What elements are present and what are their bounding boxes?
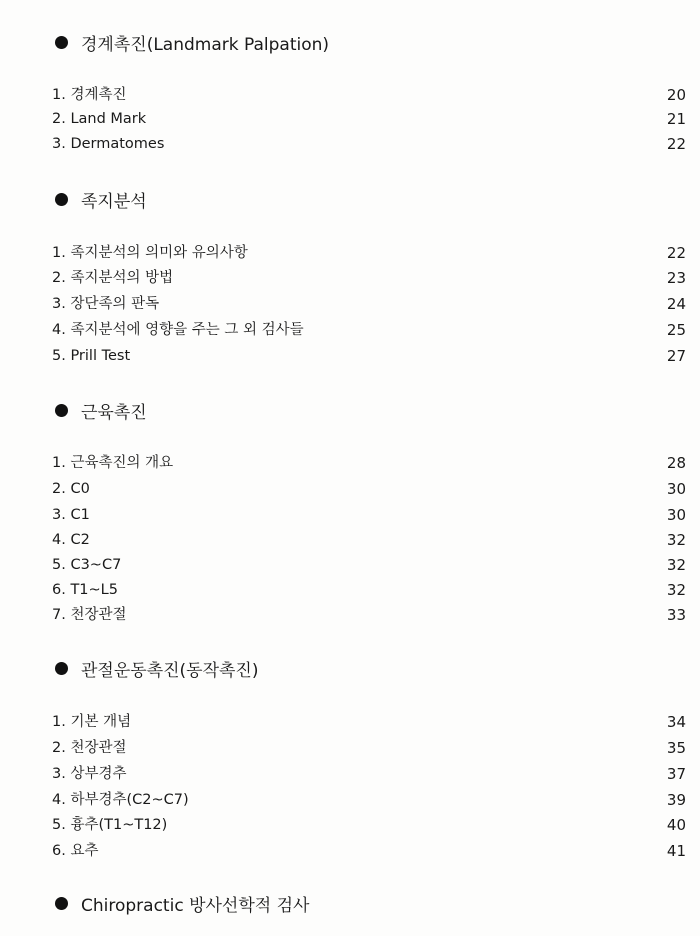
toc-entry (52, 109, 686, 129)
toc-entry-page: 22 (666, 244, 686, 262)
toc-entry-label: 6. 요추 (52, 843, 99, 859)
toc-entry-page: 41 (666, 842, 686, 860)
bullet-icon (55, 404, 68, 417)
toc-entry-page: 40 (666, 816, 686, 834)
toc-entry-label: 5. 흉추(T1~T12) (52, 817, 168, 833)
toc-entry-page: 37 (666, 765, 686, 783)
toc-entry-label: 3. 상부경추 (52, 766, 127, 782)
toc-entry-page: 30 (666, 480, 686, 498)
toc-entry-page: 25 (666, 321, 686, 339)
toc-entry-page: 24 (666, 295, 686, 313)
section-heading (55, 656, 258, 681)
bullet-icon (55, 662, 68, 675)
toc-entry-label: 1. 기본 개념 (52, 714, 132, 730)
toc-entry-label: 2. C0 (52, 481, 90, 497)
toc-entry (52, 320, 686, 340)
toc-entry-label: 3. 장단족의 판독 (52, 296, 160, 312)
toc-entry-page: 20 (666, 86, 686, 104)
toc-entry (52, 505, 686, 525)
bullet-icon (55, 193, 68, 206)
toc-entry (52, 764, 686, 784)
toc-entry-label: 7. 천장관절 (52, 607, 127, 623)
toc-entry (52, 346, 686, 366)
toc-entry (52, 85, 686, 105)
toc-entry-page: 39 (666, 791, 686, 809)
toc-entry-label: 4. C2 (52, 532, 90, 548)
toc-entry (52, 841, 686, 861)
toc-entry-page: 22 (666, 135, 686, 153)
toc-entry-label: 2. 족지분석의 방법 (52, 270, 174, 286)
section-heading (55, 187, 147, 212)
toc-entry-label: 5. Prill Test (52, 348, 131, 364)
section-title: 경계촉진(Landmark Palpation) (81, 35, 330, 55)
section-heading (55, 398, 147, 423)
section-title: Chiropractic 방사선학적 검사 (81, 896, 310, 916)
toc-entry-label: 3. C1 (52, 507, 90, 523)
toc-entry-label: 4. 하부경추(C2~C7) (52, 792, 189, 808)
toc-entry-label: 2. Land Mark (52, 111, 147, 127)
toc-entry-page: 21 (666, 110, 686, 128)
section-title: 관절운동촉진(동작촉진) (81, 661, 259, 681)
toc-entry-label: 2. 천장관절 (52, 740, 127, 756)
toc-entry (52, 243, 686, 263)
toc-entry-page: 23 (666, 269, 686, 287)
toc-entry-page: 32 (666, 581, 686, 599)
toc-entry (52, 712, 686, 732)
toc-entry (52, 738, 686, 758)
toc-entry-page: 33 (666, 606, 686, 624)
toc-entry-label: 1. 족지분석의 의미와 유의사항 (52, 245, 248, 261)
toc-entry (52, 815, 686, 835)
section-title: 족지분석 (81, 192, 147, 212)
section-heading (55, 30, 329, 55)
toc-entry-page: 30 (666, 506, 686, 524)
toc-entry-page: 32 (666, 531, 686, 549)
toc-entry (52, 555, 686, 575)
section-title: 근육촉진 (81, 403, 147, 423)
toc-entry-label: 1. 경계촉진 (52, 87, 127, 103)
toc-entry (52, 580, 686, 600)
bullet-icon (55, 897, 68, 910)
toc-entry-label: 4. 족지분석에 영향을 주는 그 외 검사들 (52, 322, 304, 338)
bullet-icon (55, 36, 68, 49)
toc-entry-label: 1. 근육촉진의 개요 (52, 455, 174, 471)
section-heading (55, 891, 309, 916)
toc-entry-page: 28 (666, 454, 686, 472)
toc-entry (52, 134, 686, 154)
toc-entry-page: 32 (666, 556, 686, 574)
toc-entry (52, 294, 686, 314)
toc-entry (52, 268, 686, 288)
toc-entry-label: 6. T1~L5 (52, 582, 118, 598)
toc-entry (52, 453, 686, 473)
toc-entry-page: 34 (666, 713, 686, 731)
toc-entry (52, 479, 686, 499)
toc-entry (52, 605, 686, 625)
toc-entry-page: 35 (666, 739, 686, 757)
toc-entry-label: 5. C3~C7 (52, 557, 122, 573)
toc-entry (52, 530, 686, 550)
toc-entry-label: 3. Dermatomes (52, 136, 165, 152)
toc-entry-page: 27 (666, 347, 686, 365)
toc-entry (52, 790, 686, 810)
